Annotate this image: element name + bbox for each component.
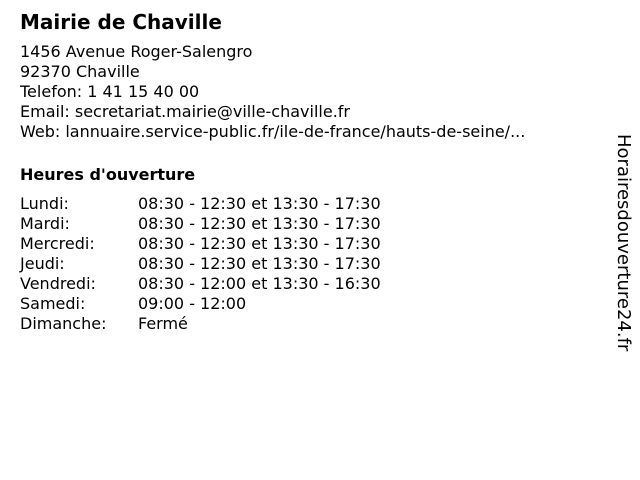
- hours-time: 09:00 - 12:00: [138, 294, 247, 313]
- hours-row-thursday: [20, 254, 600, 274]
- hours-day: Mardi:: [20, 214, 70, 233]
- place-title: Mairie de Chaville: [20, 10, 222, 34]
- hours-heading: Heures d'ouverture: [20, 165, 196, 184]
- hours-row-tuesday: [20, 214, 600, 234]
- site-watermark: Horairesdouverture24.fr: [613, 134, 634, 352]
- email-link[interactable]: Email: secretariat.mairie@ville-chaville.fr: [20, 102, 350, 121]
- hours-row-wednesday: [20, 234, 600, 254]
- address-street: 1456 Avenue Roger-Salengro: [20, 42, 253, 61]
- hours-day: Vendredi:: [20, 274, 96, 293]
- website-link[interactable]: Web: lannuaire.service-public.fr/ile-de-france/hauts-de-seine/...: [20, 122, 526, 141]
- hours-day: Mercredi:: [20, 234, 95, 253]
- phone-number[interactable]: Telefon: 1 41 15 40 00: [20, 82, 200, 101]
- address-city: 92370 Chaville: [20, 62, 140, 81]
- hours-time: 08:30 - 12:00 et 13:30 - 16:30: [138, 274, 381, 293]
- hours-row-friday: [20, 274, 600, 294]
- place-card: [20, 10, 600, 334]
- hours-row-saturday: [20, 294, 600, 314]
- hours-day: Dimanche:: [20, 314, 107, 333]
- hours-time: Fermé: [138, 314, 188, 333]
- hours-time: 08:30 - 12:30 et 13:30 - 17:30: [138, 254, 381, 273]
- hours-day: Samedi:: [20, 294, 86, 313]
- hours-list: [20, 194, 600, 334]
- hours-time: 08:30 - 12:30 et 13:30 - 17:30: [138, 194, 381, 213]
- hours-row-sunday: [20, 314, 600, 334]
- hours-day: Lundi:: [20, 194, 69, 213]
- hours-day: Jeudi:: [20, 254, 65, 273]
- hours-time: 08:30 - 12:30 et 13:30 - 17:30: [138, 214, 381, 233]
- hours-time: 08:30 - 12:30 et 13:30 - 17:30: [138, 234, 381, 253]
- hours-row-monday: [20, 194, 600, 214]
